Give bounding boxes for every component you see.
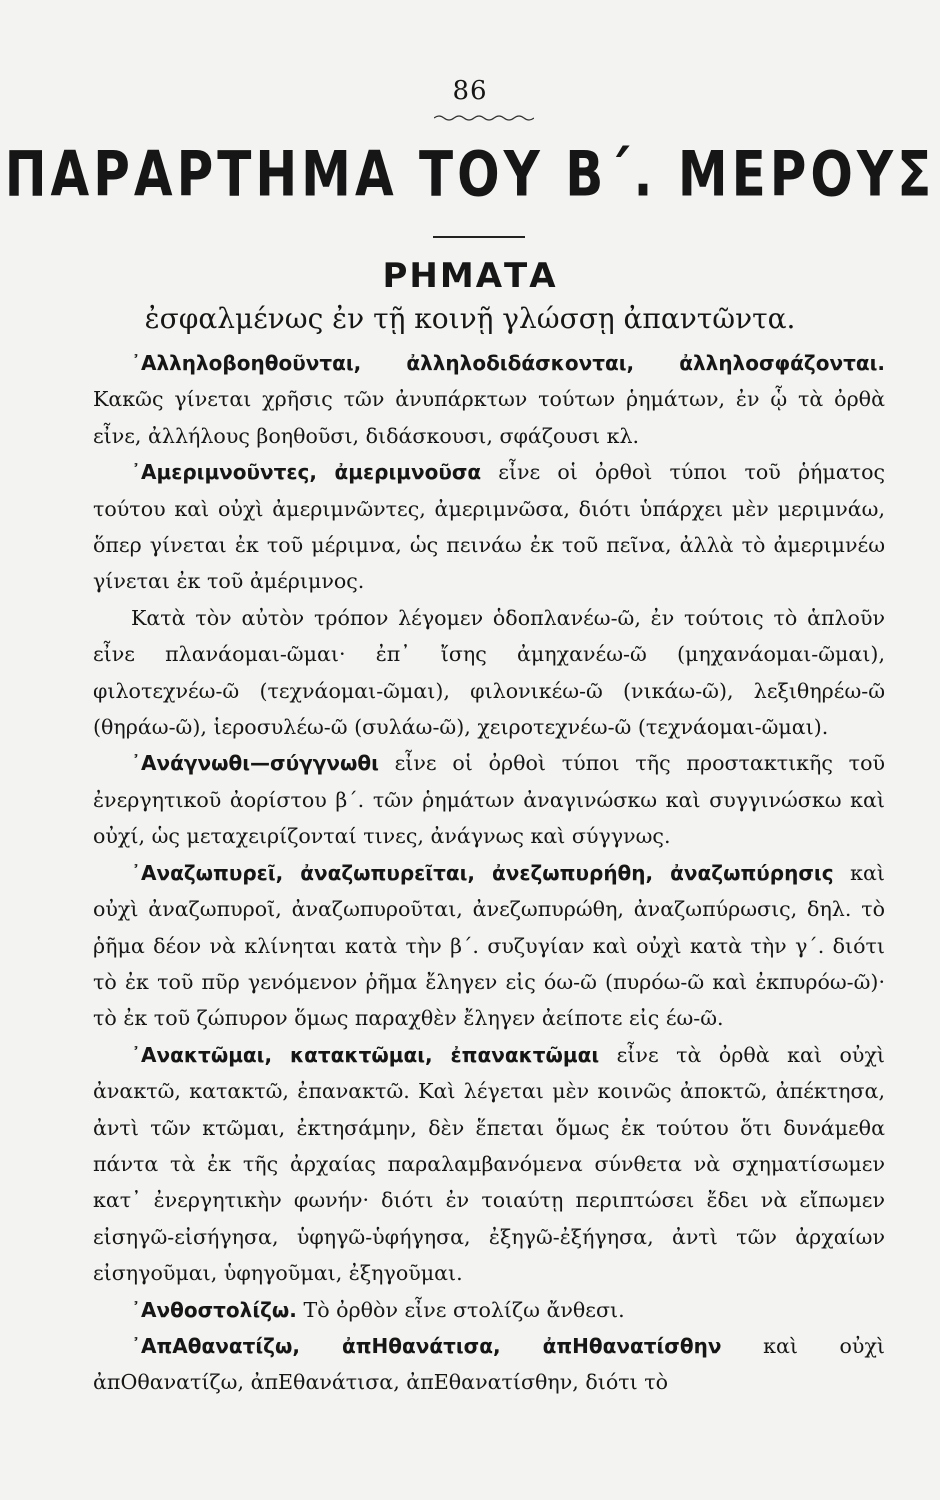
entry-lemma: ᾿Ανάγνωθι—σύγγνωθι bbox=[131, 751, 379, 776]
entry-text: καὶ οὐχὶ ἀναζωπυροῖ, ἀναζωπυροῦται, ἀνεζωπυρώθη, ἀναζωπύρωσις, δηλ. τὸ ῥῆμα δέον νὰ κλίνηται κατὰ τὴν β΄. συζυγίαν καὶ οὐχὶ κατὰ τὴν γ΄. διότι τὸ ἐκ τοῦ πῦρ γενόμενον ῥῆμα ἔληγεν εἰς όω-ῶ (πυρόω-ῶ καὶ ἐκπυρόω-ῶ)· τὸ ἐκ τοῦ ζώπυρον ὅμως παραχθὲν ἔληγεν ἀείποτε εἰς έω-ῶ. bbox=[93, 860, 886, 1031]
entry-paragraph bbox=[93, 454, 885, 600]
page-number: 86 bbox=[452, 76, 488, 106]
entry-lemma: ᾿Αμεριμνοῦντες, ἀμεριμνοῦσα bbox=[131, 460, 482, 485]
entry-text: Τὸ ὀρθὸν εἶνε στολίζω ἄνθεσι. bbox=[296, 1297, 625, 1322]
section-title: ΡΗΜΑΤΑ bbox=[382, 256, 558, 296]
entry-lemma: ᾿Αναζωπυρεῖ, ἀναζωπυρεῖται, ἀνεζωπυρήθη, ἀναζωπύρησις bbox=[131, 860, 834, 885]
entry-text: καὶ οὐχὶ ἀπΟθανατίζω, ἀπΕθανάτισα, ἀπΕθανατίσθην, διότι τὸ bbox=[93, 1333, 885, 1395]
entry-text: εἶνε οἱ ὀρθοὶ τύποι τοῦ ῥήματος τούτου καὶ οὐχὶ ἀμεριμνῶντες, ἀμεριμνῶσα, διότι ὑπάρχει μὲν μεριμνάω, ὅπερ γίνεται ἐκ τοῦ μέριμνα, ὡς πεινάω ἐκ τοῦ πεῖνα, ἀλλὰ τὸ ἀμεριμνέω γίνεται ἐκ τοῦ ἀμέριμνος. bbox=[93, 460, 886, 594]
entry-text: εἶνε οἱ ὀρθοὶ τύποι τῆς προστακτικῆς τοῦ ἐνεργητικοῦ ἀορίστου β΄. τῶν ῥημάτων ἀναγινώσκω καὶ συγγινώσκω καὶ οὐχί, ὡς μεταχειρίζονταί τινες, ἀνάγνως καὶ σύγγνως. bbox=[93, 751, 885, 849]
entry-text: Κακῶς γίνεται χρῆσις τῶν ἀνυπάρκτων τούτων ῥημάτων, ἐν ᾧ τὰ ὀρθὰ εἶνε, ἀλλήλους βοηθοῦσι, διδάσκουσι, σφάζουσι κλ. bbox=[93, 387, 885, 448]
header-divider bbox=[433, 236, 525, 238]
entry-paragraph bbox=[93, 600, 885, 746]
entry-text: εἶνε τὰ ὀρθὰ καὶ οὐχὶ ἀνακτῶ, κατακτῶ, ἐπανακτῶ. Καὶ λέγεται μὲν κοινῶς ἀποκτῶ, ἀπέκτησα, ἀντὶ τῶν κτῶμαι, ἐκτησάμην, δὲν ἕπεται ὅμως ἐκ τούτου ὅτι δυνάμεθα πάντα τὰ ἐκ τῆς ἀρχαίας παραλαμβανόμενα σύνθετα νὰ σχηματίσωμεν κατ᾿ ἐνεργητικὴν φωνήν· διότι ἐν τοιαύτῃ περιπτώσει ἔδει νὰ εἴπωμεν εἰσηγῶ-εἰσήγησα, ὑφηγῶ-ὑφήγησα, ἐξηγῶ-ἐξήγησα, ἀντὶ τῶν ἀρχαίων εἰσηγοῦμαι, ὑφηγοῦμαι, ἐξηγοῦμαι. bbox=[93, 1042, 885, 1286]
entry-paragraph bbox=[93, 1328, 885, 1401]
entry-paragraph bbox=[93, 1292, 885, 1328]
appendix-header: ΠΑΡΑΡΤΗΜΑ ΤΟΥ Β΄. ΜΕΡΟΥΣ bbox=[4, 138, 936, 211]
entry-paragraph bbox=[93, 745, 885, 854]
entry-lemma: ᾿Αλληλοβοηθοῦνται, ἀλληλοδιδάσκονται, ἀλληλοσφάζονται. bbox=[131, 351, 885, 375]
wavy-underline-ornament bbox=[434, 114, 534, 122]
entry-lemma: ᾿Ανακτῶμαι, κατακτῶμαι, ἐπανακτῶμαι bbox=[131, 1042, 600, 1067]
body-text bbox=[93, 345, 885, 1401]
entry-text: Κατὰ τὸν αὐτὸν τρόπον λέγομεν ὁδοπλανέω-ῶ, ἐν τούτοις τὸ ἁπλοῦν εἶνε πλανάομαι-ῶμαι· ἐπ᾿ ἴσης ἀμηχανέω-ῶ (μηχανάομαι-ῶμαι), φιλοτεχνέω-ῶ (τεχνάομαι-ῶμαι), φιλονικέω-ῶ (νικάω-ῶ), λεξιθηρέω-ῶ (θηράω-ῶ), ἱεροσυλέω-ῶ (συλάω-ῶ), χειροτεχνέω-ῶ (τεχνάομαι-ῶμαι). bbox=[93, 605, 885, 740]
entry-lemma: ᾿Ανθοστολίζω. bbox=[131, 1297, 297, 1322]
section-subtitle: ἐσφαλμένως ἐν τῇ κοινῇ γλώσσῃ ἀπαντῶντα. bbox=[144, 302, 796, 335]
entry-paragraph bbox=[93, 1037, 885, 1292]
entry-lemma: ᾿ΑπΑθανατίζω, ἀπΗθανάτισα, ἀπΗθανατίσθην bbox=[131, 1333, 722, 1358]
entry-paragraph bbox=[93, 855, 885, 1037]
entry-paragraph bbox=[93, 345, 885, 454]
